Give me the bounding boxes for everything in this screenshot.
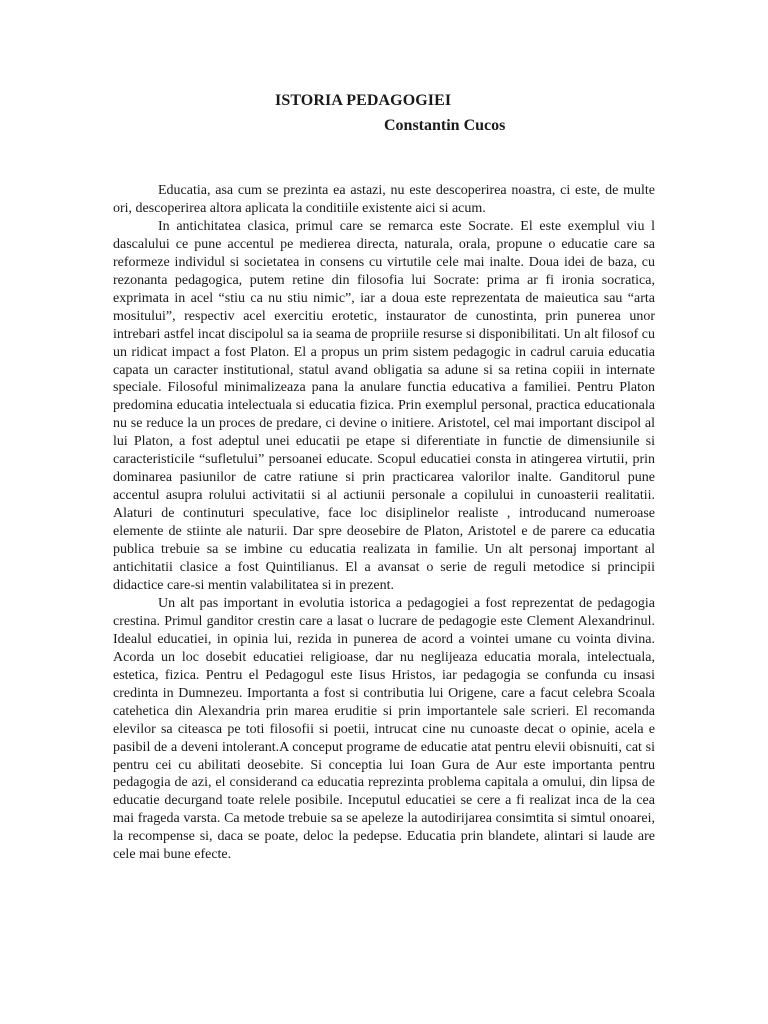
- paragraph-christian-pedagogy: Un alt pas important in evolutia istorica a pedagogiei a fost reprezentat de pedagogia crestina. Primul ganditor crestin care a lasat o lucrare de pedagogie este Clement Alexandrinul. Idealul educatiei, in opinia lui, rezida in punerea de acord a vointei umane cu vointa divina. Acorda un loc dosebit educatiei religioase, dar nu neglijeaza educatia morala, intelectuala, estetica, fizica. Pentru el Pedagogul este Iisus Hristos, iar pedagogia se confunda cu insasi credinta in Dumnezeu. Importanta a fost si contributia lui Origene, care a facut celebra Scoala catehetica din Alexandria prin marea eruditie si prin importantele sale scrieri. El recomanda elevilor sa citeasca pe toti filosofii si poetii, intrucat cine nu cunoaste decat o opinie, acela e pasibil de a deveni intolerant.A conceput programe de educatie atat pentru elevii obisnuiti, cat si pentru cei cu abilitati deosebite. Si conceptia lui Ioan Gura de Aur este importanta pentru pedagogia de azi, el considerand ca educatia reprezinta problema capitala a omului, din lipsa de educatie decurgand toate relele posibile. Inceputul educatiei se cere a fi realizat inca de la cea mai frageda varsta. Ca metode trebuie sa se apeleze la autodirijarea consimtita si simtul onoarei, la recompense si, daca se poate, deloc la pedepse. Educatia prin blandete, alintari si laude are cele mai bune efecte.: [113, 595, 655, 863]
- paragraph-intro: Educatia, asa cum se prezinta ea astazi, nu este descoperirea noastra, ci este, de multe ori, descoperirea altora aplicata la conditiile existente aici si acum.: [113, 183, 655, 216]
- paragraph-antiquity: In antichitatea clasica, primul care se remarca este Socrate. El este exemplul viu l dascalului ce pune accentul pe medierea directa, naturala, orala, propune o educatie care sa reformeze individul si societatea in consens cu virtutile cele mai inalte. Doua idei de baza, cu rezonanta pedagogica, putem retine din filosofia lui Socrate: prima ar fi ironia socratica, exprimata in acel “stiu ca nu stiu nimic”, iar a doua este reprezentata de maieutica sau “arta mositului”, respectiv acel exercitiu erotetic, instaurator de cunostinta, prin punerea unor intrebari astfel incat discipolul sa ia seama de propriile resurse si disponibilitati. Un alt filosof cu un ridicat impact a fost Platon. El a propus un prim sistem pedagogic in cadrul caruia educatia capata un caracter institutional, statul avand obligatia sa adune si sa retina copiii in internate speciale. Filosoful minimalizeaza pana la anulare functia educativa a familiei. Pentru Platon predomina educatia intelectuala si educatia fizica. Prin exemplul personal, practica educationala nu se reduce la un proces de predare, ci devine o initiere. Aristotel, cel mai important discipol al lui Platon, a fost adeptul unei educatii pe etape si diferentiate in functie de dimensiunile si caracteristicile “sufletului” persoanei educate. Scopul educatiei consta in atingerea virtutii, prin dominarea pasiunilor de catre ratiune si prin practicarea valorilor inalte. Ganditorul pune accentul asupra rolului activitatii si al actiunii personale a copilului in cunoasterii realitatii. Alaturi de continuturi speculative, face loc disiplinelor realiste , introducand numeroase elemente de stiinte ale naturii. Dar spre deosebire de Platon, Aristotel e de parere ca educatia publica trebuie sa se imbine cu educatia realizata in familie. Un alt personaj important al antichitatii clasice a fost Quintilianus. El a avansat o serie de reguli metodice si principii didactice care-si mentin valabilitatea si in prezent.: [113, 218, 655, 593]
- document-author: Constantin Cucos: [384, 117, 506, 134]
- document-body: [113, 182, 655, 864]
- document-title: ISTORIA PEDAGOGIEI: [275, 92, 452, 109]
